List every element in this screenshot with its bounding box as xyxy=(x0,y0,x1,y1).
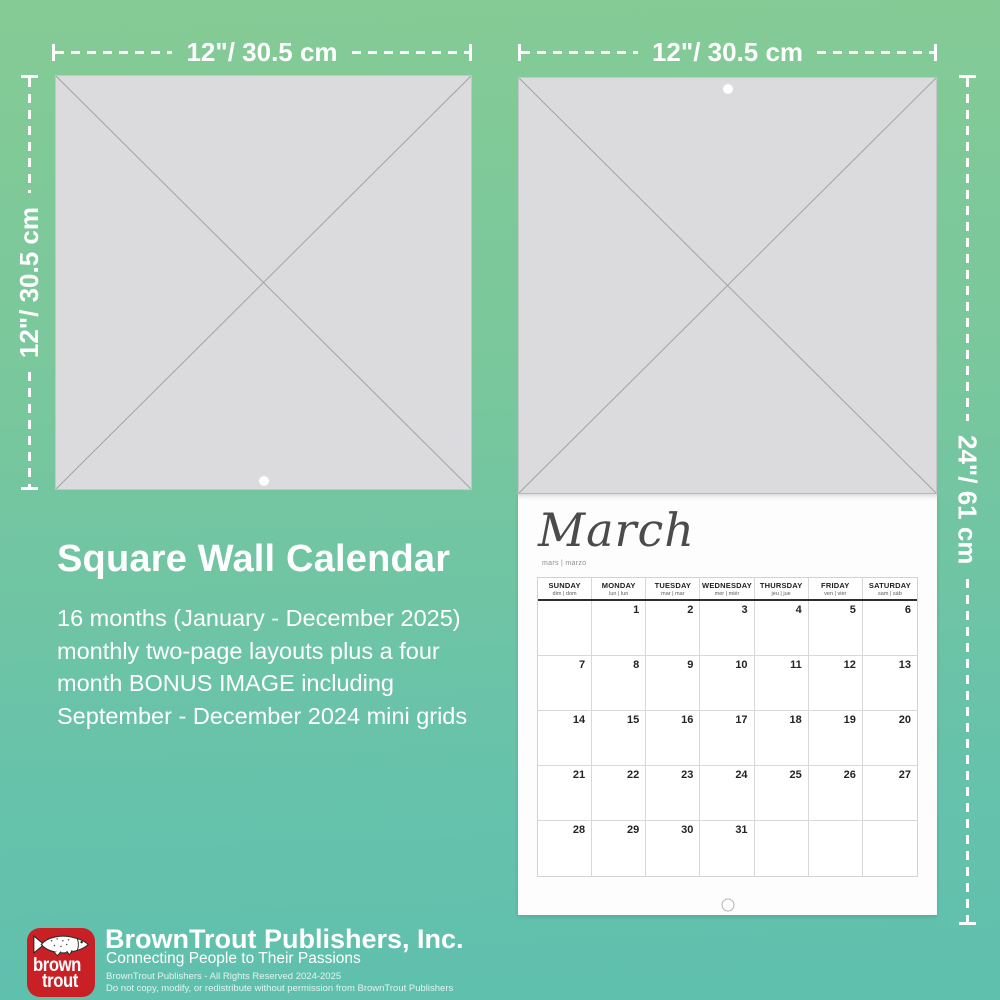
date-cell xyxy=(809,821,863,876)
cover-width-label: 12"/ 30.5 cm xyxy=(186,36,338,67)
march-calendar-page xyxy=(518,494,937,915)
dimension-tick xyxy=(469,44,472,61)
date-cell: 11 xyxy=(755,656,809,711)
date-cell: 12 xyxy=(809,656,863,711)
dimension-dash xyxy=(966,579,969,922)
date-cell: 15 xyxy=(592,711,646,766)
date-cell: 6 xyxy=(863,601,917,656)
hang-hole-ring-icon xyxy=(722,899,735,912)
weekday-header-cell xyxy=(538,578,592,599)
dimension-dash xyxy=(28,372,31,487)
footer-rights-text: BrownTrout Publishers - All Rights Reserved 2024-2025 xyxy=(106,971,342,982)
weekday-name: SUNDAY xyxy=(548,581,581,590)
trout-fish-icon xyxy=(31,932,91,957)
logo-word-brown: brown xyxy=(33,955,81,976)
date-cell: 21 xyxy=(538,766,592,821)
date-cell: 16 xyxy=(646,711,700,766)
dimension-tick xyxy=(934,44,937,61)
date-cell xyxy=(863,821,917,876)
calendar-weekday-header xyxy=(538,578,917,601)
date-cell: 17 xyxy=(700,711,754,766)
top-page-placeholder xyxy=(518,77,937,494)
date-cell: 25 xyxy=(755,766,809,821)
date-cell: 28 xyxy=(538,821,592,876)
date-cell: 27 xyxy=(863,766,917,821)
date-cell xyxy=(755,821,809,876)
open-height-label: 24"/ 61 cm xyxy=(952,435,983,565)
date-cell: 7 xyxy=(538,656,592,711)
date-cell: 23 xyxy=(646,766,700,821)
calendar-grid xyxy=(537,577,918,877)
date-cell: 31 xyxy=(700,821,754,876)
date-cell: 9 xyxy=(646,656,700,711)
product-title: Square Wall Calendar xyxy=(57,538,451,580)
weekday-name: MONDAY xyxy=(601,581,636,590)
month-subtitle: mars | marzo xyxy=(542,560,587,567)
footer-company-name: BrownTrout Publishers, Inc. xyxy=(105,924,464,954)
date-cell xyxy=(538,601,592,656)
description-line: September - December 2024 mini grids xyxy=(57,702,468,729)
description-line: monthly two-page layouts plus a four xyxy=(57,637,440,664)
date-cell: 20 xyxy=(863,711,917,766)
dimension-dash xyxy=(817,51,934,54)
date-cell: 26 xyxy=(809,766,863,821)
date-cell: 30 xyxy=(646,821,700,876)
weekday-header-cell xyxy=(755,578,809,599)
browntrout-logo xyxy=(27,928,95,997)
date-cell: 29 xyxy=(592,821,646,876)
weekday-name: TUESDAY xyxy=(654,581,692,590)
date-cell: 1 xyxy=(592,601,646,656)
date-cell: 3 xyxy=(700,601,754,656)
weekday-name: SATURDAY xyxy=(868,581,911,590)
date-cell: 2 xyxy=(646,601,700,656)
weekday-subname: lun | lun xyxy=(609,591,629,597)
weekday-subname: sam | sáb xyxy=(878,591,902,597)
footer-tagline: Connecting People to Their Passions xyxy=(106,950,361,967)
weekday-header-cell xyxy=(700,578,754,599)
weekday-subname: dim | dom xyxy=(552,591,577,597)
weekday-header-cell xyxy=(592,578,646,599)
footer-notice-text: Do not copy, modify, or redistribute without permission from BrownTrout Publishers xyxy=(106,983,454,994)
open-width-dimension xyxy=(518,36,937,67)
product-description xyxy=(57,602,467,732)
month-title: March xyxy=(538,503,695,557)
description-line: 16 months (January - December 2025) xyxy=(57,605,461,631)
date-cell: 19 xyxy=(809,711,863,766)
weekday-subname: ven | vier xyxy=(824,591,847,597)
cover-placeholder xyxy=(55,75,472,490)
date-cell: 18 xyxy=(755,711,809,766)
date-cell: 5 xyxy=(809,601,863,656)
date-cell: 8 xyxy=(592,656,646,711)
weekday-header-cell xyxy=(646,578,700,599)
open-width-label: 12"/ 30.5 cm xyxy=(651,36,804,67)
date-cell: 24 xyxy=(700,766,754,821)
hang-hole-icon xyxy=(259,476,269,486)
calendar-date-cells xyxy=(538,601,917,876)
weekday-name: THURSDAY xyxy=(759,581,803,590)
weekday-name: WEDNESDAY xyxy=(702,581,752,590)
weekday-subname: jeu | jue xyxy=(771,591,791,597)
weekday-header-cell xyxy=(863,578,917,599)
cover-height-label: 12"/ 30.5 cm xyxy=(13,206,44,359)
dimension-dash xyxy=(966,78,969,421)
date-cell: 10 xyxy=(700,656,754,711)
description-line: month BONUS IMAGE including xyxy=(57,670,394,696)
dimension-dash xyxy=(352,51,469,54)
dimension-dash xyxy=(55,51,172,54)
date-cell: 14 xyxy=(538,711,592,766)
dimension-tick xyxy=(959,922,976,925)
weekday-subname: mer | miér xyxy=(714,591,740,597)
date-cell: 22 xyxy=(592,766,646,821)
placeholder-x-icon xyxy=(519,78,936,493)
cover-height-dimension xyxy=(13,75,44,490)
weekday-subname: mar | mar xyxy=(661,591,685,597)
date-cell: 13 xyxy=(863,656,917,711)
dimension-dash xyxy=(28,78,31,193)
weekday-name: FRIDAY xyxy=(821,581,850,590)
cover-width-dimension xyxy=(52,36,472,67)
open-height-dimension xyxy=(952,75,983,925)
hang-hole-icon xyxy=(723,84,733,94)
placeholder-x-icon xyxy=(56,76,471,489)
logo-word-trout: trout xyxy=(42,971,78,992)
dimension-dash xyxy=(521,51,638,54)
weekday-header-cell xyxy=(809,578,863,599)
date-cell: 4 xyxy=(755,601,809,656)
dimension-tick xyxy=(21,487,38,490)
